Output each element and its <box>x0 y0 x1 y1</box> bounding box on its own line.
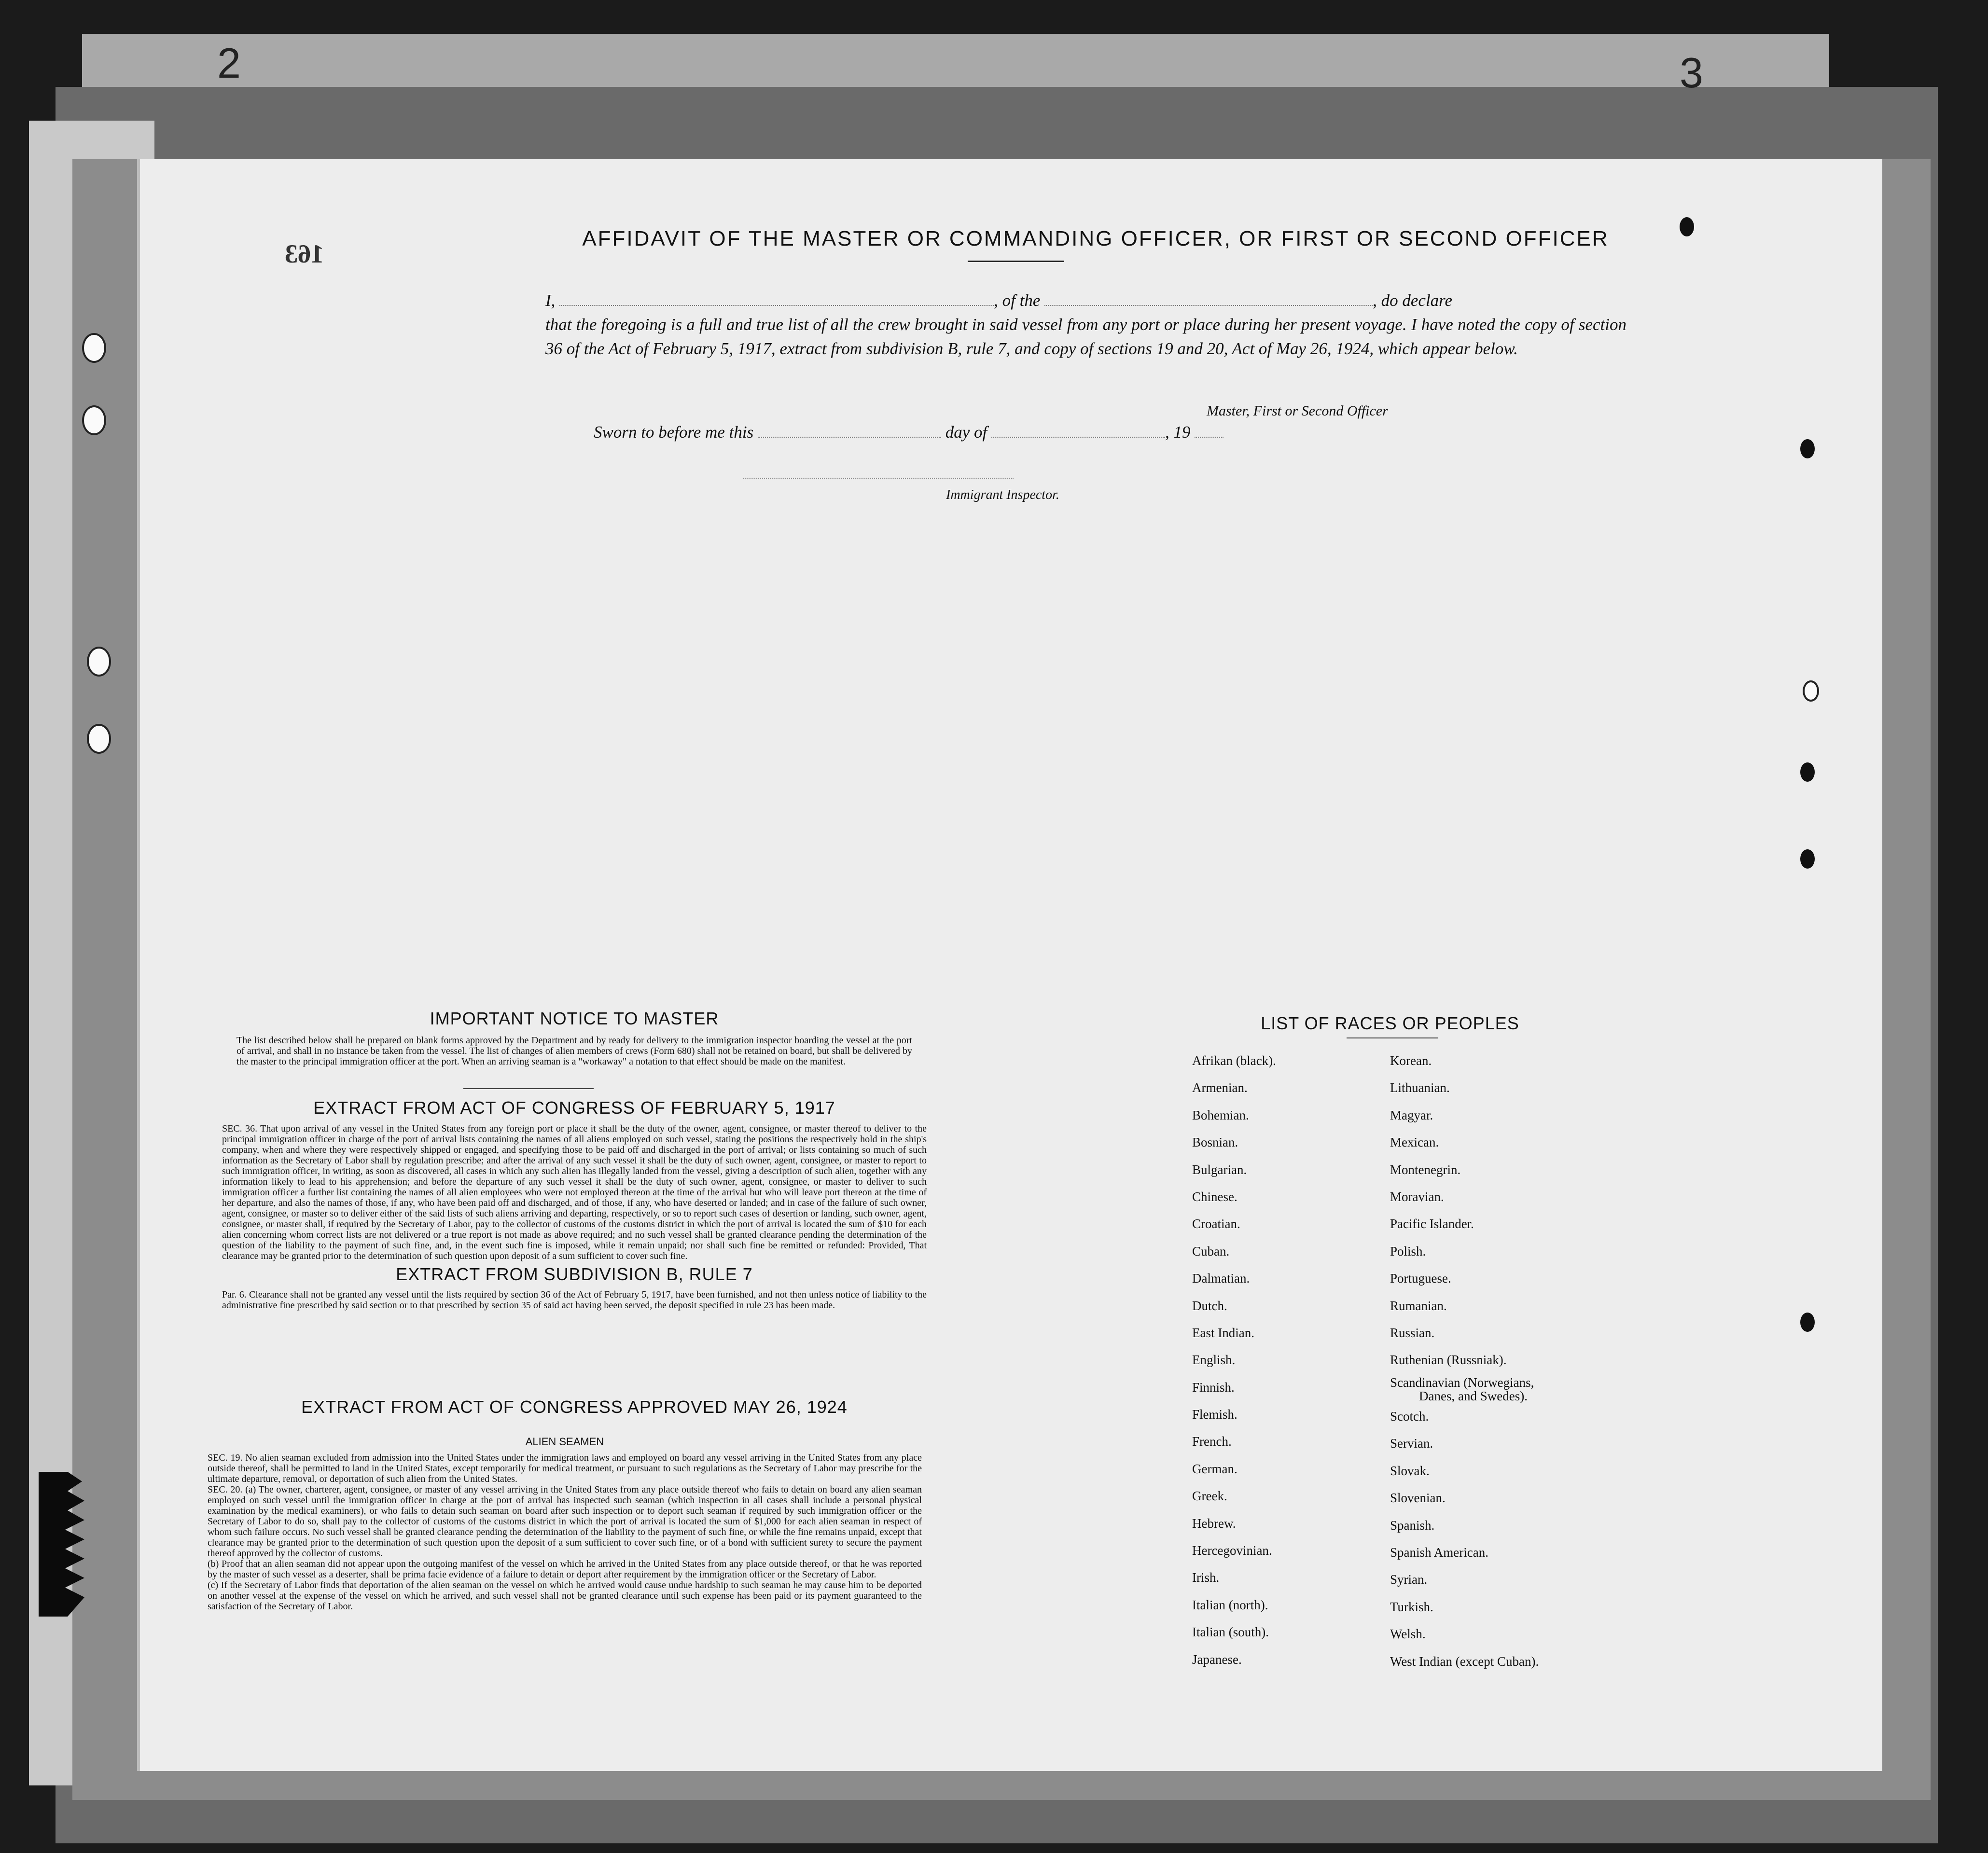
day-of-label: day of <box>945 423 987 442</box>
race-item: Servian. <box>1390 1436 1433 1451</box>
race-item: Italian (south). <box>1192 1625 1269 1640</box>
torn-edge-icon <box>39 1472 111 1617</box>
affidavit-of-the-label: , of the <box>994 291 1041 310</box>
race-item: Croatian. <box>1192 1217 1240 1231</box>
master-signature-label: Master, First or Second Officer <box>1207 403 1388 419</box>
punch-hole-icon <box>82 405 106 435</box>
race-item: Polish. <box>1390 1244 1426 1258</box>
race-item-scandinavian <box>1390 1374 1539 1403</box>
race-item: Dalmatian. <box>1192 1271 1250 1286</box>
sworn-month-field[interactable] <box>991 437 1165 438</box>
races-title: LIST OF RACES OR PEOPLES <box>1261 1013 1519 1033</box>
affidavit-text <box>545 289 1627 361</box>
race-item: Montenegrin. <box>1390 1162 1461 1177</box>
back-sheet-number-right: 3 <box>1680 49 1703 97</box>
race-item: Cuban. <box>1192 1244 1230 1258</box>
race-item: Flemish. <box>1192 1407 1237 1422</box>
race-item: Russian. <box>1390 1325 1435 1340</box>
sworn-day-field[interactable] <box>758 437 941 438</box>
race-item: Ruthenian (Russniak). <box>1390 1353 1507 1368</box>
races-left-column <box>1192 1047 1276 1673</box>
notice-rule <box>463 1088 594 1089</box>
race-item: Mexican. <box>1390 1135 1439 1150</box>
race-item: Syrian. <box>1390 1572 1428 1587</box>
races-rule <box>1347 1037 1438 1038</box>
race-item: Italian (north). <box>1192 1597 1268 1612</box>
race-item: Greek. <box>1192 1489 1227 1504</box>
clip-mark-icon <box>1800 762 1815 782</box>
race-item: Dutch. <box>1192 1298 1227 1313</box>
race-item: Irish. <box>1192 1570 1220 1585</box>
race-item: Bohemian. <box>1192 1107 1249 1122</box>
section-19-text: SEC. 19. No alien seaman excluded from admission into the United States under the immigration laws and employed on board any vessel arriving in the United States from any place outside thereof, shall be permitted to land in the United States, except temporarily for medical treatment, or pursuant to such regulations as the Secretary of Labor may prescribe for the ultimate departure, removal, or deportation of such alien from the United States. <box>208 1452 922 1484</box>
clip-mark-icon <box>1800 849 1815 869</box>
inspector-label: Immigrant Inspector. <box>946 487 1059 502</box>
race-item: Spanish American. <box>1390 1545 1488 1560</box>
punch-hole-icon <box>82 333 106 363</box>
race-item: East Indian. <box>1192 1325 1254 1340</box>
affidavit-title: AFFIDAVIT OF THE MASTER OR COMMANDING OFFICER, OR FIRST OR SECOND OFFICER <box>582 227 1609 250</box>
race-item: Lithuanian. <box>1390 1080 1450 1095</box>
page-stamp: 163 <box>285 239 324 268</box>
race-item: English. <box>1192 1353 1236 1368</box>
notice-text: The list described below shall be prepared on blank forms approved by the Department and by ready for delivery to the immigration inspector boarding the vessel at the port of arrival, and shall in no instance be taken from the vessel. The list of changes of alien members of crews (Form 680) shall not be retained on board, but shall be delivered by the master to the principal immigration officer at the port. When an arriving seaman is a "workaway" a notation to that effect should be made on the manifest. <box>236 1035 912 1067</box>
back-sheet-top <box>82 34 1829 87</box>
race-item: Welsh. <box>1390 1627 1426 1642</box>
race-item: Bulgarian. <box>1192 1162 1247 1177</box>
race-item: Chinese. <box>1192 1189 1237 1204</box>
section-20b-text: (b) Proof that an alien seaman did not appear upon the outgoing manifest of the vessel on which he arrived in the United States from any place outside thereof, or that he was reported by the master of such vessel as a deserter, shall be prima facie evidence of a failure to detain or deport after requirement by the immigration officer or the Secretary of Labor. <box>208 1559 922 1580</box>
race-item: Portuguese. <box>1390 1271 1451 1286</box>
race-item: West Indian (except Cuban). <box>1390 1654 1539 1669</box>
race-item: Spanish. <box>1390 1518 1435 1533</box>
year-prefix: , 19 <box>1165 423 1191 442</box>
affidavit-body: that the foregoing is a full and true list of all the crew brought in said vessel from any port or place during her present voyage. I have noted the copy of section 36 of the Act of February 5, 1917, extract from subdivision B, rule 7, and copy of sections 19 and 20, Act of May 26, 1924, which appear below. <box>545 315 1627 358</box>
race-item: Bosnian. <box>1192 1135 1238 1150</box>
race-item: Rumanian. <box>1390 1298 1447 1313</box>
race-item: French. <box>1192 1434 1232 1449</box>
punch-hole-icon <box>1803 680 1819 702</box>
name-field[interactable] <box>559 305 994 306</box>
inspector-signature-line[interactable] <box>743 478 1014 479</box>
sworn-year-field[interactable] <box>1195 437 1223 438</box>
clip-mark-icon <box>1800 439 1815 458</box>
race-item: Japanese. <box>1192 1652 1242 1667</box>
race-item: Finnish. <box>1192 1380 1235 1395</box>
punch-hole-icon <box>87 724 111 754</box>
punch-hole-icon <box>87 647 111 677</box>
race-item: Danes, and Swedes). <box>1419 1388 1528 1403</box>
race-item: Pacific Islander. <box>1390 1217 1474 1231</box>
race-item: Armenian. <box>1192 1080 1248 1095</box>
sworn-prefix: Sworn to before me this <box>594 423 754 442</box>
affidavit-declare-label: , do declare <box>1373 291 1453 310</box>
extract-rule7-title: EXTRACT FROM SUBDIVISION B, RULE 7 <box>396 1264 753 1284</box>
extract-1924-text <box>208 1452 922 1612</box>
extract-1924-subtitle: ALIEN SEAMEN <box>525 1436 604 1448</box>
race-item: Slovenian. <box>1390 1491 1446 1506</box>
race-item: Korean. <box>1390 1053 1432 1068</box>
race-item: Turkish. <box>1390 1599 1433 1614</box>
race-item: Hebrew. <box>1192 1516 1236 1531</box>
extract-1917-title: EXTRACT FROM ACT OF CONGRESS OF FEBRUARY 5, 1917 <box>313 1098 835 1118</box>
race-item: Hercegovinian. <box>1192 1543 1272 1558</box>
race-item: Scotch. <box>1390 1409 1429 1424</box>
race-item: Moravian. <box>1390 1189 1444 1204</box>
race-item: Afrikan (black). <box>1192 1053 1276 1068</box>
race-item: Scandinavian (Norwegians, <box>1390 1375 1534 1390</box>
form-page <box>140 159 1882 1771</box>
sworn-line <box>594 423 1223 442</box>
race-item: Slovak. <box>1390 1463 1430 1478</box>
clip-mark-icon <box>1680 217 1694 236</box>
title-rule <box>968 261 1064 262</box>
races-right-column <box>1390 1047 1539 1675</box>
race-item: German. <box>1192 1461 1237 1476</box>
extract-1924-title: EXTRACT FROM ACT OF CONGRESS APPROVED MAY 26, 1924 <box>301 1397 848 1417</box>
back-sheet-number-left: 2 <box>217 39 241 87</box>
clip-mark-icon <box>1800 1313 1815 1332</box>
extract-rule7-text: Par. 6. Clearance shall not be granted any vessel until the lists required by section 36 of the Act of February 5, 1917, have been furnished, and not then unless notice of liability to the administrative fine prescribed by said section or to that prescribed by section 35 of said act having been served, the deposit specified in rule 23 has been made. <box>222 1289 927 1311</box>
race-item: Magyar. <box>1390 1107 1433 1122</box>
section-20c-text: (c) If the Secretary of Labor finds that deportation of the alien seaman on the vessel on which he arrived would cause undue hardship to such seaman he may cause him to be deported on another vessel at the expense of the vessel on which he arrived, and such vessel shall not be granted clearance until such expense has been paid or its payment guaranteed to the satisfaction of the Secretary of Labor. <box>208 1580 922 1612</box>
affidavit-i-label: I, <box>545 291 556 310</box>
vessel-field[interactable] <box>1044 305 1373 306</box>
extract-1917-text: SEC. 36. That upon arrival of any vessel in the United States from any foreign port or place it shall be the duty of the owner, agent, consignee, or master thereof to deliver to the principal immigration officer in charge of the port of arrival lists containing the names of all aliens employed on such vessel, stating the positions the respectively hold in the ship's company, when and where they were respectively shipped or engaged, and specifying those to be paid off and discharged in the port of arrival; or lists containing so much of such information as the Secretary of Labor shall by regulation prescribe; and after the arrival of any such vessel it shall be the duty of such owner, agent, consignee, or master to report to such immigration officer, in writing, as soon as discovered, all cases in which any such alien has illegally landed from the vessel, giving a description of such alien, together with any information likely to lead to his apprehension; and before the departure of any such vessel it shall be the duty of such owner, agent, consignee, or master to deliver to such immigration officer a further list containing the names of all alien employees who were not employed thereon at the time of the arrival but who will leave port thereon at the time of her departure, and also the names of those, if any, who have been paid off and discharged, and of those, if any, who have deserted or landed; and in case of the failure of such owner, agent, consignee, or master so to deliver either of the said lists of such aliens arriving and departing, respectively, or so to report such cases of desertion or landing, such owner, agent, consignee, or master shall, if required by the Secretary of Labor, pay to the collector of customs of the customs district in which the port of arrival is located the sum of $10 for each alien concerning whom correct lists are not delivered or a true report is not made as above required; and no such vessel shall be granted clearance pending the determination of the question of the liability to the payment of such fine, and, in the event such fine is imposed, while it remain unpaid; nor shall such fine be remitted or refunded: Provided, That clearance may be granted prior to the determination of such question upon deposit of a sum sufficient to cover such fine. <box>222 1123 927 1261</box>
section-20a-text: SEC. 20. (a) The owner, charterer, agent, consignee, or master of any vessel arriving in the United States from any place outside thereof who fails to detain on board any alien seaman employed on such vessel until the immigration officer in charge at the port of arrival has inspected such seaman (which inspection in all cases shall include a personal physical examination by the medical examiners), or who fails to detain such seaman on board after such inspection or to deport such seaman if required by such immigration officer or the Secretary of Labor to do so, shall pay to the collector of customs of the customs district in which the port of arrival is located the sum of $1,000 for each alien seaman in respect of whom such failure occurs. No such vessel shall be granted clearance pending the determination of the liability to the payment of such fine, or while the fine remains unpaid, except that clearance may be granted prior to the determination of such question upon the deposit of a sum sufficient to cover such fine, or of a bond with sufficient surety to secure the payment thereof approved by the collector of customs. <box>208 1484 922 1559</box>
notice-title: IMPORTANT NOTICE TO MASTER <box>430 1009 719 1028</box>
